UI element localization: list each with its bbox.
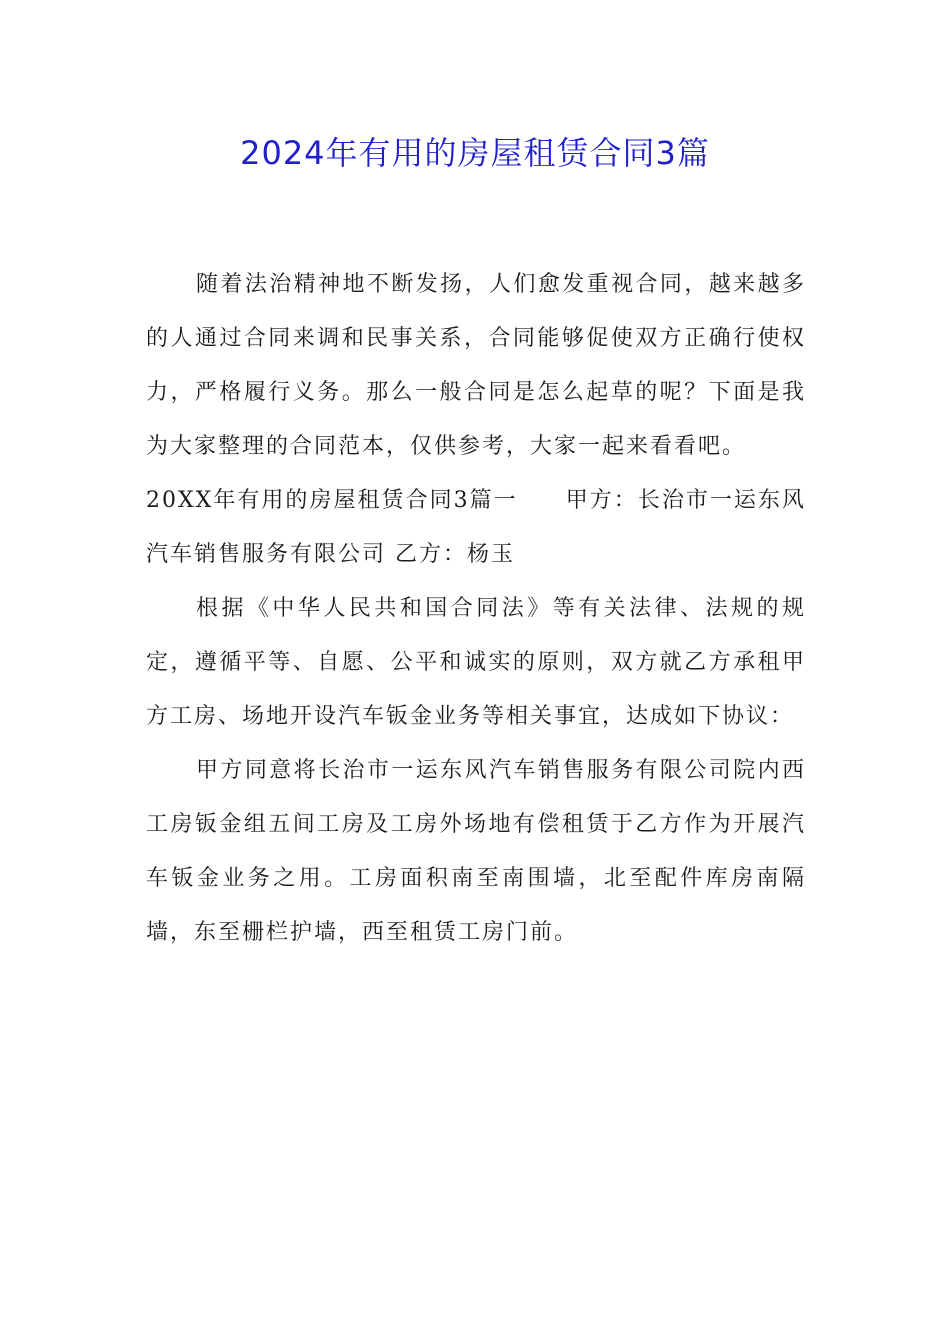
intro-paragraph: 随着法治精神地不断发扬，人们愈发重视合同，越来越多的人通过合同来调和民事关系，合同能够促使双方正确行使权力，严格履行义务。那么一般合同是怎么起草的呢？下面是我为大家整理的合同范本，仅供参考，大家一起来看看吧。 — [146, 272, 806, 459]
lease-paragraph: 甲方同意将长治市一运东风汽车销售服务有限公司院内西工房钣金组五间工房及工房外场地有偿租赁于乙方作为开展汽车钣金业务之用。工房面积南至南围墙，北至配件库房南隔墙，东至栅栏护墙，西至租赁工房门前。 — [146, 758, 806, 945]
section-heading: 20XX年有用的房屋租赁合同3篇一 — [146, 488, 518, 513]
party-b: 乙方：杨玉 — [395, 542, 516, 567]
document-body — [146, 258, 806, 960]
document-title: 2024年有用的房屋租赁合同3篇 — [240, 134, 710, 172]
section-heading-paragraph — [146, 474, 806, 582]
party-a: 甲方：长治市一运东风汽车销售服务有限公司 — [146, 488, 806, 567]
law-paragraph: 根据《中华人民共和国合同法》等有关法律、法规的规定，遵循平等、自愿、公平和诚实的原则，双方就乙方承租甲方工房、场地开设汽车钣金业务等相关事宜，达成如下协议： — [146, 596, 806, 729]
